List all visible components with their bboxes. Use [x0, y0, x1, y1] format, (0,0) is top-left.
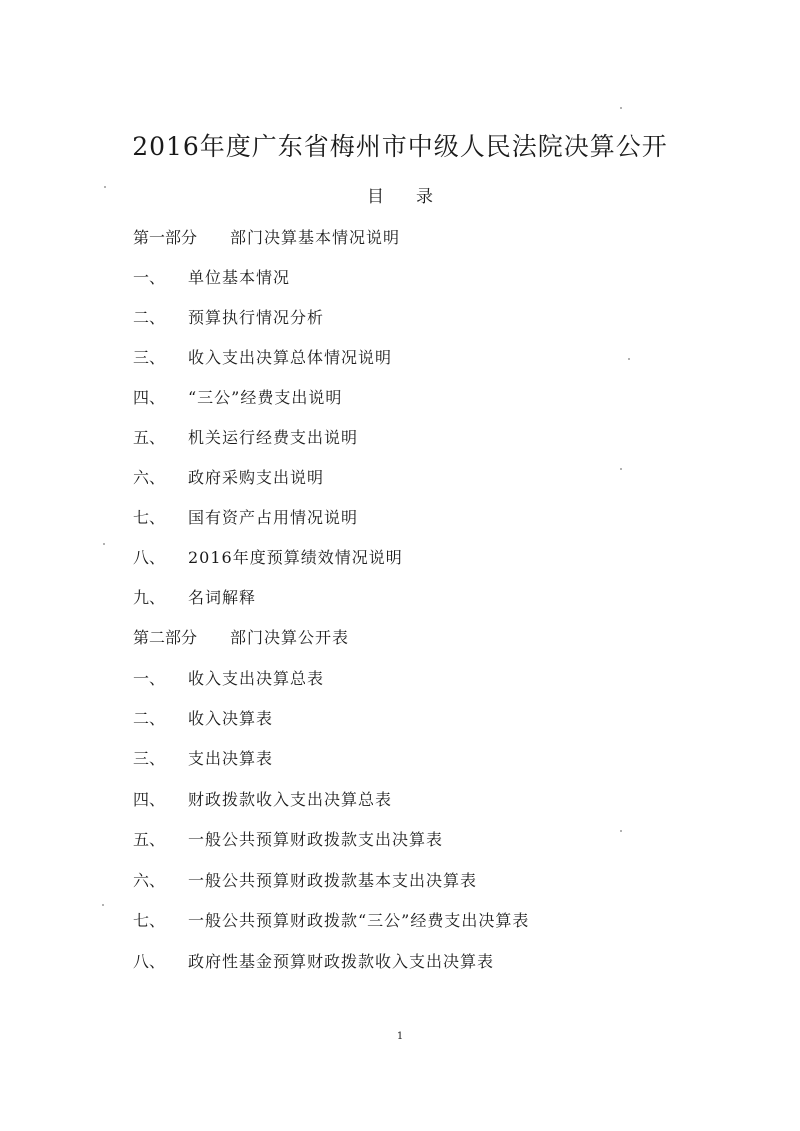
toc-item-text: 政府性基金预算财政拨款收入支出决算表: [188, 952, 495, 971]
toc-item-text: 机关运行经费支出说明: [188, 428, 359, 447]
toc-item: [133, 267, 291, 289]
toc-item: [133, 870, 478, 892]
toc-item-text: 政府采购支出说明: [188, 468, 325, 487]
toc-item-number: 一、: [133, 268, 166, 287]
toc-item-number: 五、: [133, 428, 166, 447]
toc-item-text: 2016年度预算绩效情况说明: [188, 548, 403, 567]
toc-part-number: 第二部分: [133, 628, 198, 647]
toc-item-text: 支出决算表: [188, 749, 274, 768]
toc-item-text: 国有资产占用情况说明: [188, 508, 359, 527]
toc-item: [133, 587, 257, 609]
toc-item-text: 收入支出决算总体情况说明: [188, 348, 393, 367]
toc-item-text: 预算执行情况分析: [188, 308, 325, 327]
toc-item-text: 一般公共预算财政拨款“三公”经费支出决算表: [188, 911, 530, 930]
toc-part-number: 第一部分: [133, 228, 198, 247]
toc-item-number: 三、: [133, 749, 166, 768]
toc-item-number: 四、: [133, 388, 166, 407]
toc-item: [133, 307, 325, 329]
scan-speck: [103, 543, 105, 545]
toc-item-number: 二、: [133, 709, 166, 728]
toc-part-1: [133, 227, 401, 249]
toc-item-text: “三公”经费支出说明: [188, 388, 343, 407]
toc-item: [133, 547, 403, 569]
toc-item: [133, 427, 359, 449]
toc-item: [133, 910, 530, 932]
scan-speck: [620, 468, 622, 470]
toc-item: [133, 507, 359, 529]
toc-item: [133, 829, 444, 851]
toc-item-text: 财政拨款收入支出决算总表: [188, 790, 393, 809]
toc-item-number: 三、: [133, 348, 166, 367]
toc-item: [133, 708, 274, 730]
toc-item-text: 收入支出决算总表: [188, 669, 325, 688]
toc-part-title: 部门决算基本情况说明: [230, 228, 401, 247]
toc-item: [133, 387, 343, 409]
scan-speck: [620, 830, 622, 832]
toc-item-text: 一般公共预算财政拨款基本支出决算表: [188, 871, 478, 890]
scan-speck: [620, 107, 622, 109]
toc-item-text: 收入决算表: [188, 709, 274, 728]
toc-item: [133, 789, 393, 811]
toc-item-number: 七、: [133, 508, 166, 527]
toc-item-number: 九、: [133, 588, 166, 607]
toc-part-2: [133, 627, 350, 649]
page-number: 1: [396, 1031, 404, 1042]
toc-item-number: 一、: [133, 669, 166, 688]
toc-part-title: 部门决算公开表: [230, 628, 350, 647]
toc-item-number: 八、: [133, 548, 166, 567]
toc-item: [133, 668, 325, 690]
document-title: 2016年度广东省梅州市中级人民法院决算公开: [132, 132, 668, 161]
toc-item-number: 七、: [133, 911, 166, 930]
toc-item: [133, 347, 393, 369]
toc-item-number: 六、: [133, 871, 166, 890]
toc-item-number: 四、: [133, 790, 166, 809]
toc-item-text: 单位基本情况: [188, 268, 291, 287]
toc-item-number: 五、: [133, 830, 166, 849]
scan-speck: [104, 186, 106, 188]
scan-speck: [628, 358, 630, 360]
toc-item-text: 名词解释: [188, 588, 257, 607]
scan-speck: [102, 904, 104, 906]
toc-item-number: 二、: [133, 308, 166, 327]
toc-heading: 目录: [367, 187, 465, 207]
toc-item-text: 一般公共预算财政拨款支出决算表: [188, 830, 444, 849]
toc-item-number: 八、: [133, 952, 166, 971]
toc-item-number: 六、: [133, 468, 166, 487]
toc-item: [133, 467, 325, 489]
toc-item: [133, 951, 495, 973]
toc-item: [133, 748, 274, 770]
